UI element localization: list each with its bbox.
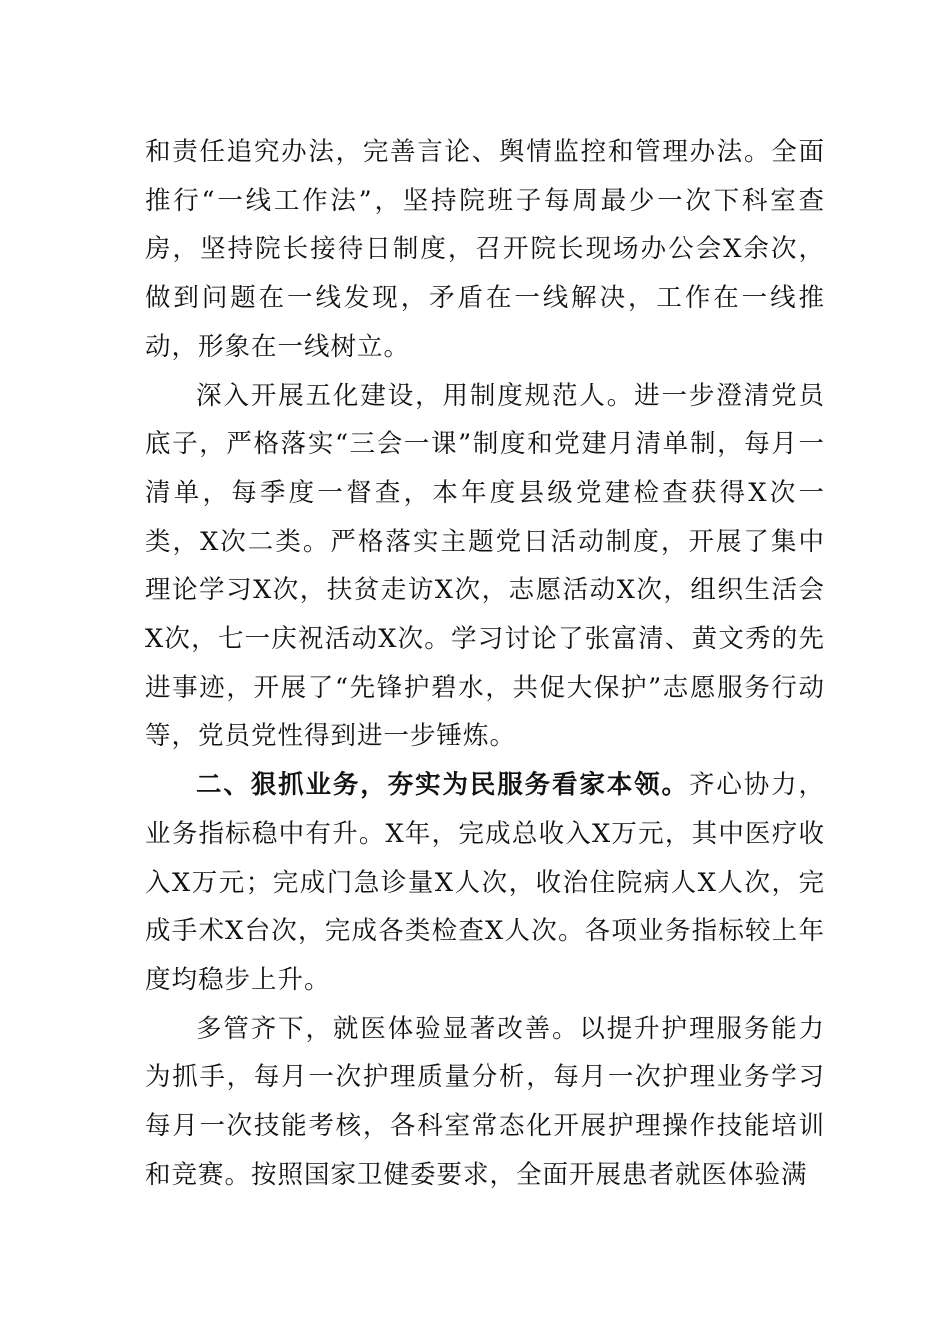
document-body xyxy=(145,128,825,1199)
paragraph-3-text: 齐心协力，业务指标稳中有升。X年，完成总收入X万元，其中医疗收入X万元；完成门急诊量X人次，收治住院病人X人次，完成手术X台次，完成各类检查X人次。各项业务指标较上年度均稳步上升。 xyxy=(145,770,825,995)
paragraph-4: 多管齐下，就医体验显著改善。以提升护理服务能力为抓手，每月一次护理质量分析，每月一次护理业务学习每月一次技能考核，各科室常态化开展护理操作技能培训和竞赛。按照国家卫健委要求，全面开展患者就医体验满 xyxy=(145,1013,825,1190)
paragraph-1: 和责任追究办法，完善言论、舆情监控和管理办法。全面推行“一线工作法”，坚持院班子每周最少一次下科室查房，坚持院长接待日制度，召开院长现场办公会X余次，做到问题在一线发现，矛盾在一线解决，工作在一线推动，形象在一线树立。 xyxy=(145,137,825,362)
section-heading: 二、狠抓业务，夯实为民服务看家本领。 xyxy=(196,770,689,801)
paragraph-2: 深入开展五化建设，用制度规范人。进一步澄清党员底子，严格落实“三会一课”制度和党建月清单制，每月一清单，每季度一督查，本年度县级党建检查获得X次一类，X次二类。严格落实主题党日活动制度，开展了集中理论学习X次，扶贫走访X次，志愿活动X次，组织生活会X次，七一庆祝活动X次。学习讨论了张富清、黄文秀的先进事迹，开展了“先锋护碧水，共促大保护”志愿服务行动等，党员党性得到进一步锤炼。 xyxy=(145,380,825,752)
paragraph-3 xyxy=(145,761,825,1005)
